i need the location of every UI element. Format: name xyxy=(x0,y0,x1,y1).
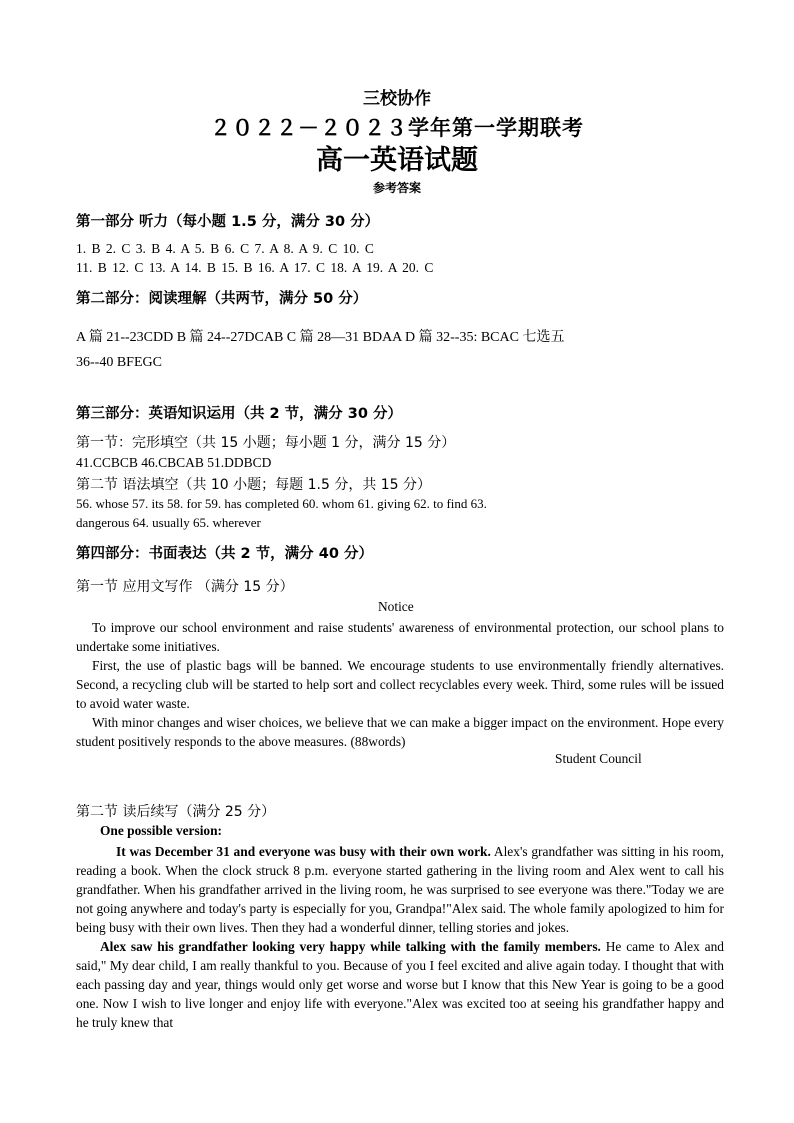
notice-paragraph-1: To improve our school environment and raise students' awareness of environmental protection, our school plans to undertake some initiatives. xyxy=(76,620,724,654)
story-body xyxy=(76,842,724,1032)
part4-section1-title: 第一节 应用文写作 （满分 15 分） xyxy=(76,579,294,595)
part3-section1-title: 第一节：完形填空（共 15 小题；每小题 1 分，满分 15 分） xyxy=(76,435,456,451)
version-label: One possible version: xyxy=(100,823,223,838)
part1-title: 第一部分 听力（每小题 1.5 分，满分 30 分） xyxy=(76,214,380,230)
part1-answers-row1: 1. B 2. C 3. B 4. A 5. B 6. C 7. A 8. A 9. C 10. C xyxy=(76,241,374,256)
answer-key-label: 参考答案 xyxy=(372,181,421,195)
part4-title: 第四部分：书面表达（共 2 节，满分 40 分） xyxy=(76,546,373,562)
part3-section2-title: 第二节 语法填空（共 10 小题；每题 1.5 分，共 15 分） xyxy=(76,477,432,493)
part3-section1-answers: 41.CCBCB 46.CBCAB 51.DDBCD xyxy=(76,455,272,470)
story-paragraph-2 xyxy=(76,937,724,1032)
part2-answers-row1: A 篇 21--23CDD B 篇 24--27DCAB C 篇 28—31 BDAA D 篇 32--35: BCAC 七选五 xyxy=(76,330,565,345)
notice-paragraph-2: First, the use of plastic bags will be banned. We encourage students to use environmentally friendly alternatives. Second, a recycling club will be started to help sort and collect recyclables every week. Third, some rules will be issued to avoid water waste. xyxy=(76,658,724,711)
story-paragraph-1-text: Alex's grandfather was sitting in his room, reading a book. When the clock struck 8 p.m. everyone started gathering in the living room and Alex went to call his grandfather. When his grandfather arrived in the living room, he was surprised to see everyone was there."Today we are not going anywhere and today's party is especially for you, Grandpa!"Alex said. The whole family apologized to him for being busy with their own lives. Then they had a wonderful dinner, telling stories and jokes. xyxy=(76,844,724,935)
notice-title: Notice xyxy=(378,599,414,614)
part4-section2-title: 第二节 读后续写（满分 25 分） xyxy=(76,804,276,820)
part3-section2-row1: 56. whose 57. its 58. for 59. has completed 60. whom 61. giving 62. to find 63. xyxy=(76,496,487,511)
part2-title: 第二部分：阅读理解（共两节，满分 50 分） xyxy=(76,291,368,307)
story-paragraph-1 xyxy=(76,842,724,937)
notice-paragraph-3: With minor changes and wiser choices, we believe that we can make a bigger impact on the environment. Hope every student positively responds to the above measures. (88words) xyxy=(76,715,724,749)
story-paragraph-1-lead: It was December 31 and everyone was busy with their own work. xyxy=(116,844,491,859)
part3-section2-row2: dangerous 64. usually 65. wherever xyxy=(76,515,261,530)
school-collab-heading: 三校协作 xyxy=(363,89,431,109)
story-paragraph-2-text: He came to Alex and said," My dear child, I am really thankful to you. Because of you I feel excited and alive again today. I thought that with each passing day and year, things would only get worse and worse but I know that this New Year is going to be a good one. Now I wish to live longer and enjoy life with everyone."Alex was excited too at seeing his grandfather happy and he truly knew that xyxy=(76,939,725,1030)
part3-title: 第三部分：英语知识运用（共 2 节，满分 30 分） xyxy=(76,406,402,422)
exam-term-heading: ２０２２－２０２３学年第一学期联考 xyxy=(210,116,584,140)
part2-answers-row2: 36--40 BFEGC xyxy=(76,355,162,370)
exam-title: 高一英语试题 xyxy=(316,145,478,176)
part1-answers-row2: 11. B 12. C 13. A 14. B 15. B 16. A 17. C 18. A 19. A 20. C xyxy=(76,260,434,275)
story-paragraph-2-lead: Alex saw his grandfather looking very happy while talking with the family members. xyxy=(100,939,601,954)
notice-signature: Student Council xyxy=(555,751,642,766)
notice-body xyxy=(76,618,724,751)
